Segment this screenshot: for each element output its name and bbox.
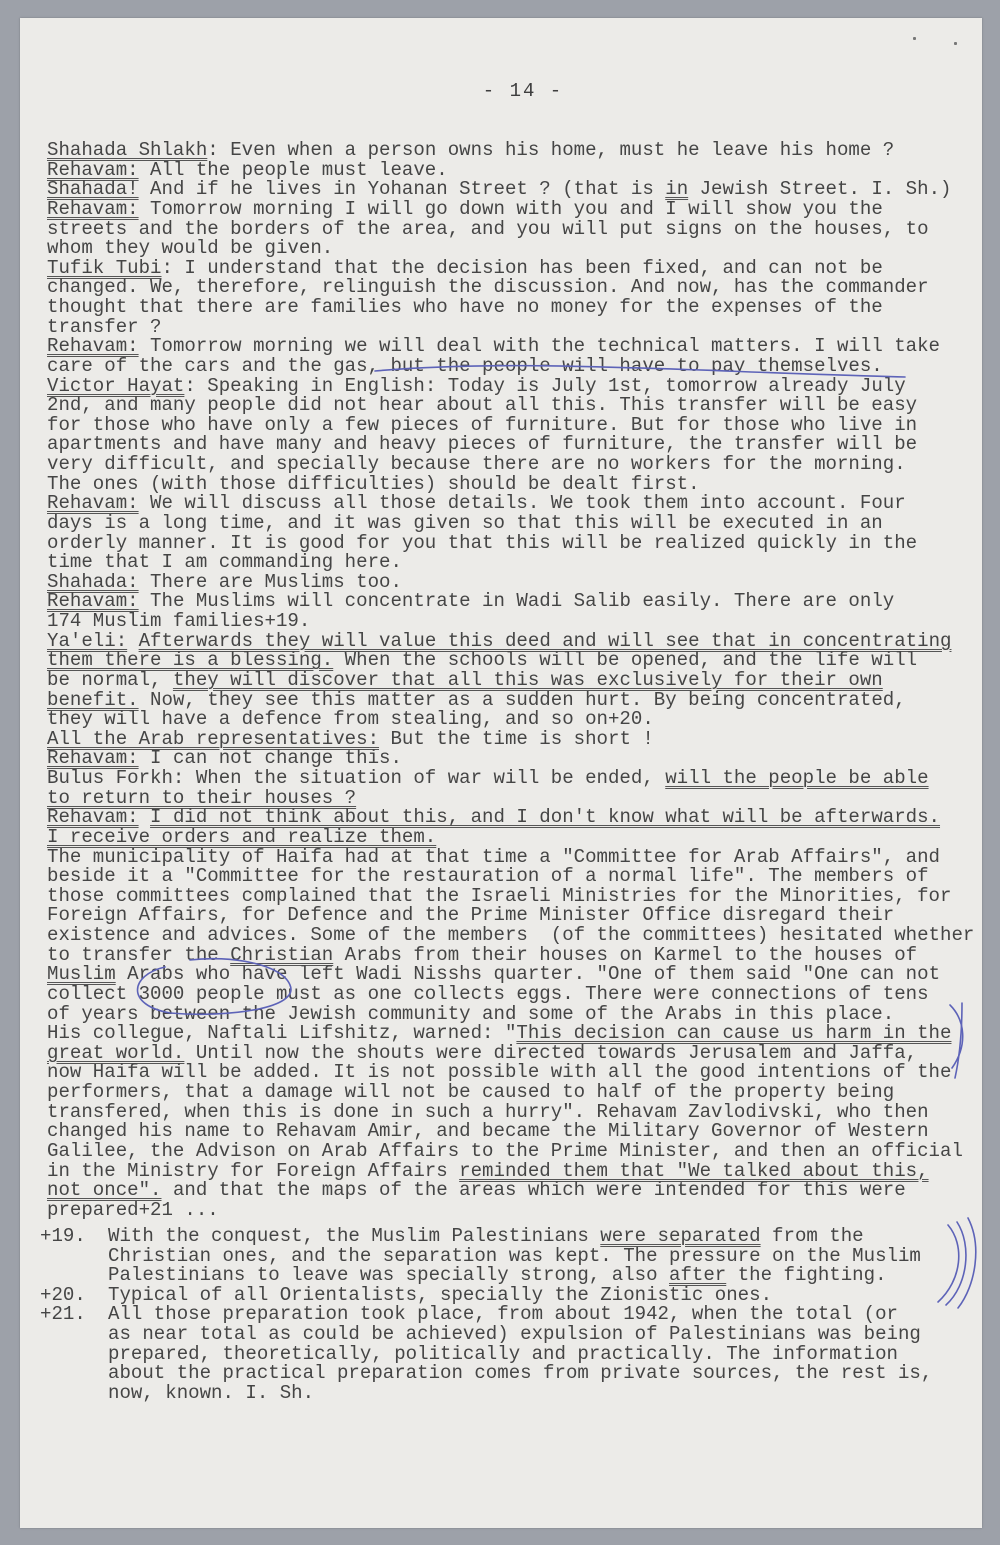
text-run: beside it a "Committee for the restauration of a normal life". The members of — [47, 865, 929, 888]
underlined-text: they will discover that all this was exclusively for their own — [172, 668, 883, 691]
text-run: time that I am commanding here. — [47, 551, 402, 574]
underlined-text: benefit. — [47, 688, 139, 711]
text-run: I can not change this. — [138, 747, 402, 770]
underlined-text: Shahada! — [47, 178, 139, 201]
text-run: performers, that a damage will not be caused to half of the property being — [47, 1081, 895, 1103]
underlined-text: to return to their houses ? — [47, 786, 357, 809]
underlined-text: Christian — [230, 943, 334, 966]
text-run: as near total as could be achieved) expulsion of Palestinians was being — [108, 1322, 921, 1345]
paper-speck — [913, 37, 916, 40]
text-run: collect 3000 people must as one collects eggs. There were connections of tens — [47, 982, 929, 1005]
text-run: The ones (with those difficulties) should be dealt first. — [47, 472, 700, 495]
underlined-text: Muslim — [47, 963, 116, 986]
text-run: apartments and have many and heavy pieces of furniture, the transfer will be — [47, 433, 918, 456]
underlined-text: Ya'eli: — [47, 629, 128, 652]
underlined-text: Rehavam: — [47, 492, 139, 515]
text-run: for those who have only a few pieces of furniture. But for those who live in — [47, 413, 918, 436]
text-run: transfer ? — [47, 315, 162, 338]
underlined-text: Shahada Shlakh — [47, 139, 208, 161]
text-run: Christian ones, and the separation was kept. The pressure on the Muslim — [108, 1244, 921, 1267]
underlined-text: great world. — [47, 1041, 185, 1064]
text-run: very difficult, and specially because there are no workers for the morning. — [47, 453, 906, 475]
text-run: When the schools will be opened, and the life will — [333, 649, 918, 672]
text-run: The Muslims will concentrate in Wadi Salib easily. There are only — [138, 590, 895, 613]
text-line — [47, 1198, 974, 1221]
underlined-text: All the Arab representatives: — [47, 727, 380, 750]
text-run: All the people must leave. — [138, 158, 448, 181]
text-run: changed. We, therefore, relinguish the discussion. And now, has the commander — [47, 276, 929, 299]
text-run: existence and advices. Some of the members (of the committees) hesitated whether — [47, 924, 975, 946]
underlined-text: This decision can cause us harm in the — [516, 1022, 952, 1045]
text-run: of years between the Jewish community and some of the Arabs in this place. — [47, 1002, 895, 1025]
text-line — [47, 298, 974, 318]
text-run: in the Ministry for Foreign Affairs — [47, 1159, 460, 1182]
underlined-text: Rehavam: — [47, 590, 139, 613]
text-run: changed his name to Rehavam Amir, and became the Military Governor of Western — [47, 1120, 929, 1143]
underlined-text: Shahada: — [47, 570, 139, 593]
text-run: But the time is short ! — [379, 727, 654, 750]
text-run: And if he lives in Yohanan Street ? (that is — [138, 178, 666, 201]
text-run: With the conquest, the Muslim Palestinians — [108, 1225, 601, 1247]
text-run: prepared+21 ... — [47, 1198, 219, 1221]
text-run: All those preparation took place, from about 1942, when the total (or — [108, 1303, 898, 1326]
text-run: be normal, — [47, 668, 173, 691]
text-run: thought that there are families who have no money for the expenses of the — [47, 296, 883, 318]
text-run: Foreign Affairs, for Defence and the Prime Minister Office disregard their — [47, 904, 895, 927]
text-run: days is a long time, and it was given so that this will be executed in an — [47, 511, 883, 534]
underlined-text: reminded them that "We talked about this, — [459, 1159, 929, 1182]
text-run: the fighting. — [726, 1264, 887, 1287]
text-run: The municipality of Haifa had at that time a "Committee for Arab Affairs", and — [47, 845, 941, 868]
text-run: His collegue, Naftali Lifshitz, warned: " — [47, 1022, 517, 1045]
text-run: : I understand that the decision has been fixed, and can not be — [161, 256, 883, 279]
transcript-body — [47, 141, 974, 1220]
text-run: streets and the borders of the area, and you will put signs on the houses, to — [47, 217, 929, 240]
text-run: they will have a defence from stealing, and so on+20. — [47, 708, 654, 731]
underlined-text: I receive orders and realize them. — [47, 825, 437, 848]
text-run: prepared, theoretically, politically and practically. The information — [108, 1342, 898, 1365]
underlined-text: them there is a blessing. — [47, 649, 334, 672]
text-run: Palestinians to leave was specially strong, also — [108, 1264, 669, 1287]
underlined-text: will the people be able — [665, 767, 929, 789]
text-run: 2nd, and many people did not hear about all this. This transfer will be easy — [47, 394, 918, 417]
footnote-line — [40, 1381, 932, 1404]
underlined-text: after — [669, 1264, 727, 1287]
text-run: We will discuss all those details. We took them into account. Four — [138, 492, 906, 515]
underlined-text: Rehavam: — [47, 158, 139, 181]
underlined-text: in — [665, 178, 689, 201]
text-run: now Haifa will be added. It is not possible with all the good intentions of the — [47, 1061, 952, 1084]
text-run: : Speaking in English: Today is July 1st, tomorrow already July — [184, 374, 906, 397]
underlined-text: Afterwards they will value this deed and will see that in concentrating — [138, 629, 952, 652]
text-run: Tomorrow morning we will deal with the technical matters. I will take — [138, 335, 941, 358]
text-run: There are Muslims too. — [138, 570, 402, 593]
text-run: transfered, when this is done in such a hurry". Rehavam Zavlodivski, who then — [47, 1100, 929, 1123]
text-run: orderly manner. It is good for you that this will be realized quickly in the — [47, 531, 918, 554]
text-run: about the practical preparation comes from private sources, the rest is, — [108, 1362, 933, 1385]
text-run: and that the maps of the areas which were intended for this were — [161, 1179, 906, 1202]
text-run: those committees complained that the Israeli Ministries for the Minorities, for — [47, 884, 952, 907]
text-run: : Even when a person owns his home, must he leave his home ? — [207, 139, 895, 161]
text-run: whom they would be given. — [47, 237, 334, 260]
text-run: now, known. I. Sh. — [108, 1381, 315, 1404]
underlined-text: Tufik Tubi — [47, 256, 162, 279]
text-run: from the — [760, 1225, 864, 1247]
text-run: Jewish Street. I. Sh.) — [688, 178, 952, 201]
underlined-text: Rehavam: — [47, 747, 139, 770]
underlined-text: I did not think about this, and I don't know what will be afterwards. — [150, 806, 941, 829]
footnote-marker: +21. — [40, 1303, 86, 1326]
underlined-text: not once". — [47, 1179, 162, 1202]
paper-speck — [954, 42, 957, 45]
underlined-text: Rehavam: — [47, 335, 139, 358]
text-run: Until now the shouts were directed towards Jerusalem and Jaffa, — [184, 1041, 918, 1064]
footnote-marker: +20. — [40, 1283, 86, 1306]
text-run: Galilee, the Advison on Arab Affairs to the Prime Minister, and then an official — [47, 1139, 963, 1162]
text-run: Arabs who have left Wadi Nisshs quarter. "One of them said "One can not — [115, 963, 941, 986]
footnote-marker: +19. — [40, 1225, 86, 1247]
text-run: 174 Muslim families+19. — [47, 610, 311, 632]
text-run: Arabs from their houses on Karmel to the houses of — [333, 943, 918, 966]
footnotes — [40, 1227, 932, 1403]
text-run: to transfer the — [47, 943, 231, 966]
text-run: Typical of all Orientalists, specially the Zionistic ones. — [108, 1283, 773, 1306]
page-number: - 14 - — [482, 80, 564, 102]
text-run: care of the cars and the gas, but the people will have to pay themselves. — [47, 354, 883, 377]
underlined-text: Rehavam: — [47, 197, 139, 220]
text-run: Now, they see this matter as a sudden hurt. By being concentrated, — [138, 688, 906, 711]
underlined-text: Rehavam: — [47, 806, 139, 829]
text-run: Tomorrow morning I will go down with you and I will show you the — [138, 197, 883, 220]
text-run: Bulus Forkh: When the situation of war will be ended, — [47, 767, 666, 789]
underlined-text: Victor Hayat — [47, 374, 185, 397]
underlined-text: were separated — [600, 1225, 761, 1247]
